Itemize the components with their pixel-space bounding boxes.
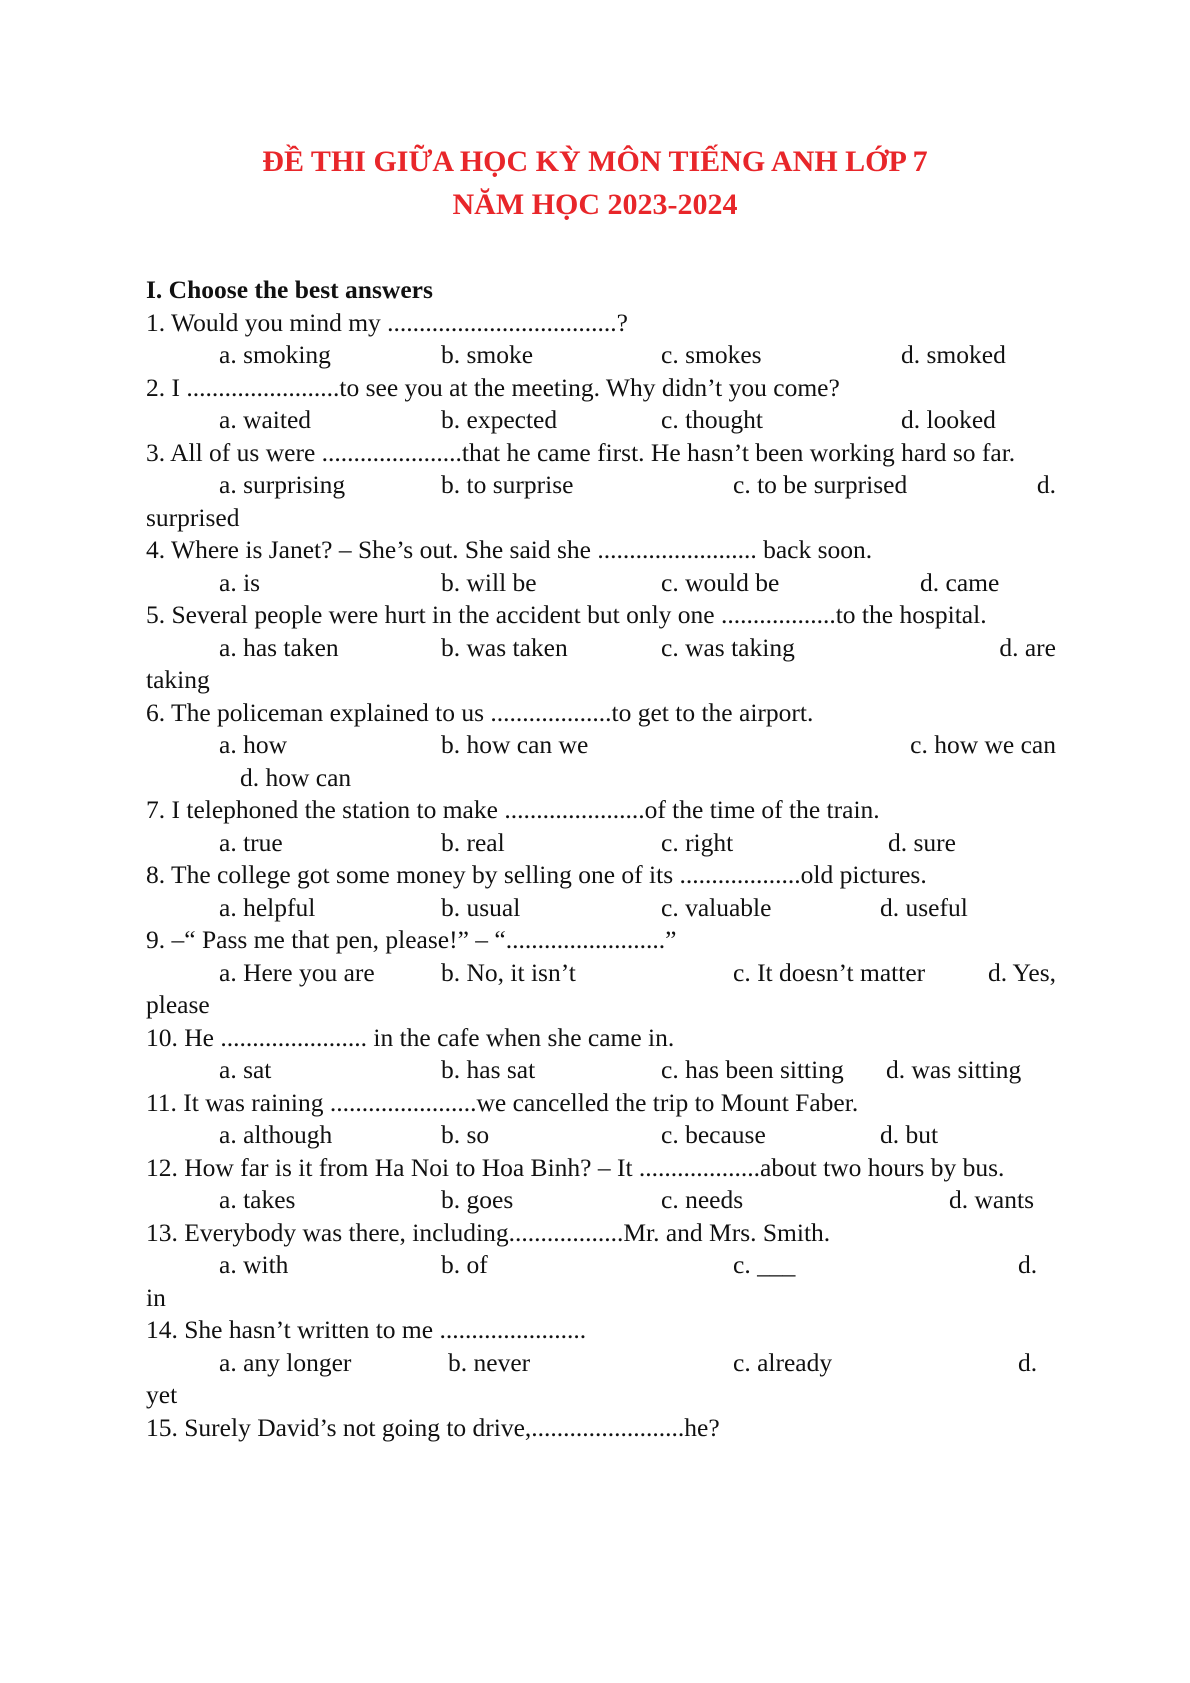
option-9a: a. Here you are	[219, 957, 375, 987]
option-2d: d. looked	[901, 405, 996, 434]
question-stem-5: 5. Several people were hurt in the accident but only one ..................to the hospital.	[146, 600, 987, 629]
question-stem-10: 10. He ....................... in the cafe when she came in.	[146, 1022, 675, 1052]
question-stem-14: 14. She hasn’t written to me .......................	[146, 1315, 587, 1344]
options-row-2	[146, 404, 1056, 437]
option-3c: c. to be surprised	[733, 470, 908, 499]
option-11b: b. so	[441, 1120, 490, 1149]
options-row-7	[146, 827, 1056, 860]
option-13a: a. with	[219, 1250, 289, 1279]
option-9d: d. Yes,	[987, 957, 1056, 987]
option-7c: c. right	[661, 827, 734, 857]
options-row-3	[146, 469, 1056, 502]
option-12a: a. takes	[219, 1185, 296, 1214]
question-stem-12: 12. How far is it from Ha Noi to Hoa Binh? – It ...................about two hours by bus.	[146, 1152, 1005, 1182]
option-12c: c. needs	[661, 1185, 744, 1214]
option-5a: a. has taken	[219, 632, 339, 662]
question-stem-1: 1. Would you mind my ....................................?	[146, 307, 628, 337]
option-13d: d.	[1018, 1250, 1038, 1279]
option-4c: c. would be	[661, 567, 780, 597]
options-row-9	[146, 957, 1056, 990]
option-2a: a. waited	[219, 405, 312, 434]
options-row-1	[146, 339, 1056, 372]
question-stem-2: 2. I ........................to see you at the meeting. Why didn’t you come?	[146, 372, 840, 402]
question-stem-6: 6. The policeman explained to us ...................to get to the airport.	[146, 697, 814, 727]
option-1b: b. smoke	[441, 340, 534, 369]
option-8c: c. valuable	[661, 892, 772, 922]
options-row-10	[146, 1054, 1056, 1087]
option-11d: d. but	[880, 1120, 939, 1149]
option-14a: a. any longer	[219, 1347, 352, 1377]
option-8a: a. helpful	[219, 892, 316, 922]
exam-title	[0, 140, 1190, 226]
question-stem-15: 15. Surely David’s not going to drive,........................he?	[146, 1412, 720, 1442]
options-row-13	[146, 1249, 1056, 1282]
option-3a: a. surprising	[219, 470, 346, 499]
option-12b: b. goes	[441, 1185, 514, 1214]
exam-content	[146, 274, 1056, 1444]
option-10d: d. was sitting	[886, 1055, 1022, 1084]
option-9c: c. It doesn’t matter	[733, 957, 926, 987]
option-5d-text: taking	[146, 665, 210, 694]
option-1a: a. smoking	[219, 340, 331, 369]
option-6a: a. how	[219, 730, 287, 759]
option-8d: d. useful	[880, 892, 968, 922]
option-2c: c. thought	[661, 405, 763, 434]
option-7d: d. sure	[888, 827, 956, 857]
options-row-12	[146, 1184, 1056, 1217]
option-10b: b. has sat	[441, 1055, 536, 1084]
section-heading: I. Choose the best answers	[146, 275, 433, 304]
option-10c: c. has been sitting	[661, 1055, 844, 1084]
option-3d: d.	[1036, 470, 1056, 499]
option-14d: d.	[1018, 1347, 1038, 1377]
option-13c: c. ___	[733, 1250, 796, 1279]
option-4b: b. will be	[441, 567, 537, 597]
options-row-11	[146, 1119, 1056, 1152]
question-stem-8: 8. The college got some money by selling one of its ...................old pictures.	[146, 860, 927, 889]
question-stem-9: 9. –“ Pass me that pen, please!” – “.........................”	[146, 925, 677, 954]
option-14c: c. already	[733, 1347, 833, 1377]
option-7b: b. real	[441, 827, 505, 857]
option-7a: a. true	[219, 827, 283, 857]
option-12d: d. wants	[949, 1185, 1034, 1214]
option-13d-text: in	[146, 1282, 166, 1312]
option-10a: a. sat	[219, 1055, 272, 1084]
option-11a: a. although	[219, 1120, 333, 1149]
option-4a: a. is	[219, 567, 261, 597]
option-5c: c. was taking	[661, 632, 795, 662]
option-3b: b. to surprise	[441, 470, 574, 499]
question-stem-4: 4. Where is Janet? – She’s out. She said she ......................... back soon.	[146, 535, 873, 564]
option-9b: b. No, it isn’t	[441, 957, 576, 987]
option-5b: b. was taken	[441, 632, 568, 662]
question-stem-11: 11. It was raining .......................we cancelled the trip to Mount Faber.	[146, 1087, 859, 1117]
option-9d-text: please	[146, 990, 210, 1019]
exam-title-line-1: ĐỀ THI GIỮA HỌC KỲ MÔN TIẾNG ANH LỚP 7	[262, 145, 928, 178]
question-stem-13: 13. Everybody was there, including..................Mr. and Mrs. Smith.	[146, 1217, 831, 1247]
exam-title-line-2: NĂM HỌC 2023-2024	[452, 188, 738, 221]
option-4d: d. came	[920, 567, 1000, 597]
option-3d-text: surprised	[146, 502, 240, 532]
option-6d: d. how can	[240, 762, 352, 792]
options-row-6	[146, 729, 1056, 762]
option-11c: c. because	[661, 1120, 766, 1149]
option-13b: b. of	[441, 1250, 488, 1279]
option-2b: b. expected	[441, 405, 558, 434]
options-row-4	[146, 567, 1056, 600]
option-5d: d. are	[999, 632, 1056, 662]
option-14b: b. never	[448, 1347, 531, 1377]
option-1d: d. smoked	[901, 340, 1006, 369]
options-row-14	[146, 1347, 1056, 1380]
option-6b: b. how can we	[441, 730, 589, 759]
option-6c: c. how we can	[910, 730, 1056, 759]
options-row-8	[146, 892, 1056, 925]
question-stem-7: 7. I telephoned the station to make ......................of the time of the train.	[146, 795, 880, 824]
question-stem-3: 3. All of us were ......................that he came first. He hasn’t been working hard so far.	[146, 437, 1016, 467]
option-1c: c. smokes	[661, 340, 762, 369]
options-row-5	[146, 632, 1056, 665]
option-14d-text: yet	[146, 1380, 178, 1409]
option-8b: b. usual	[441, 892, 521, 922]
